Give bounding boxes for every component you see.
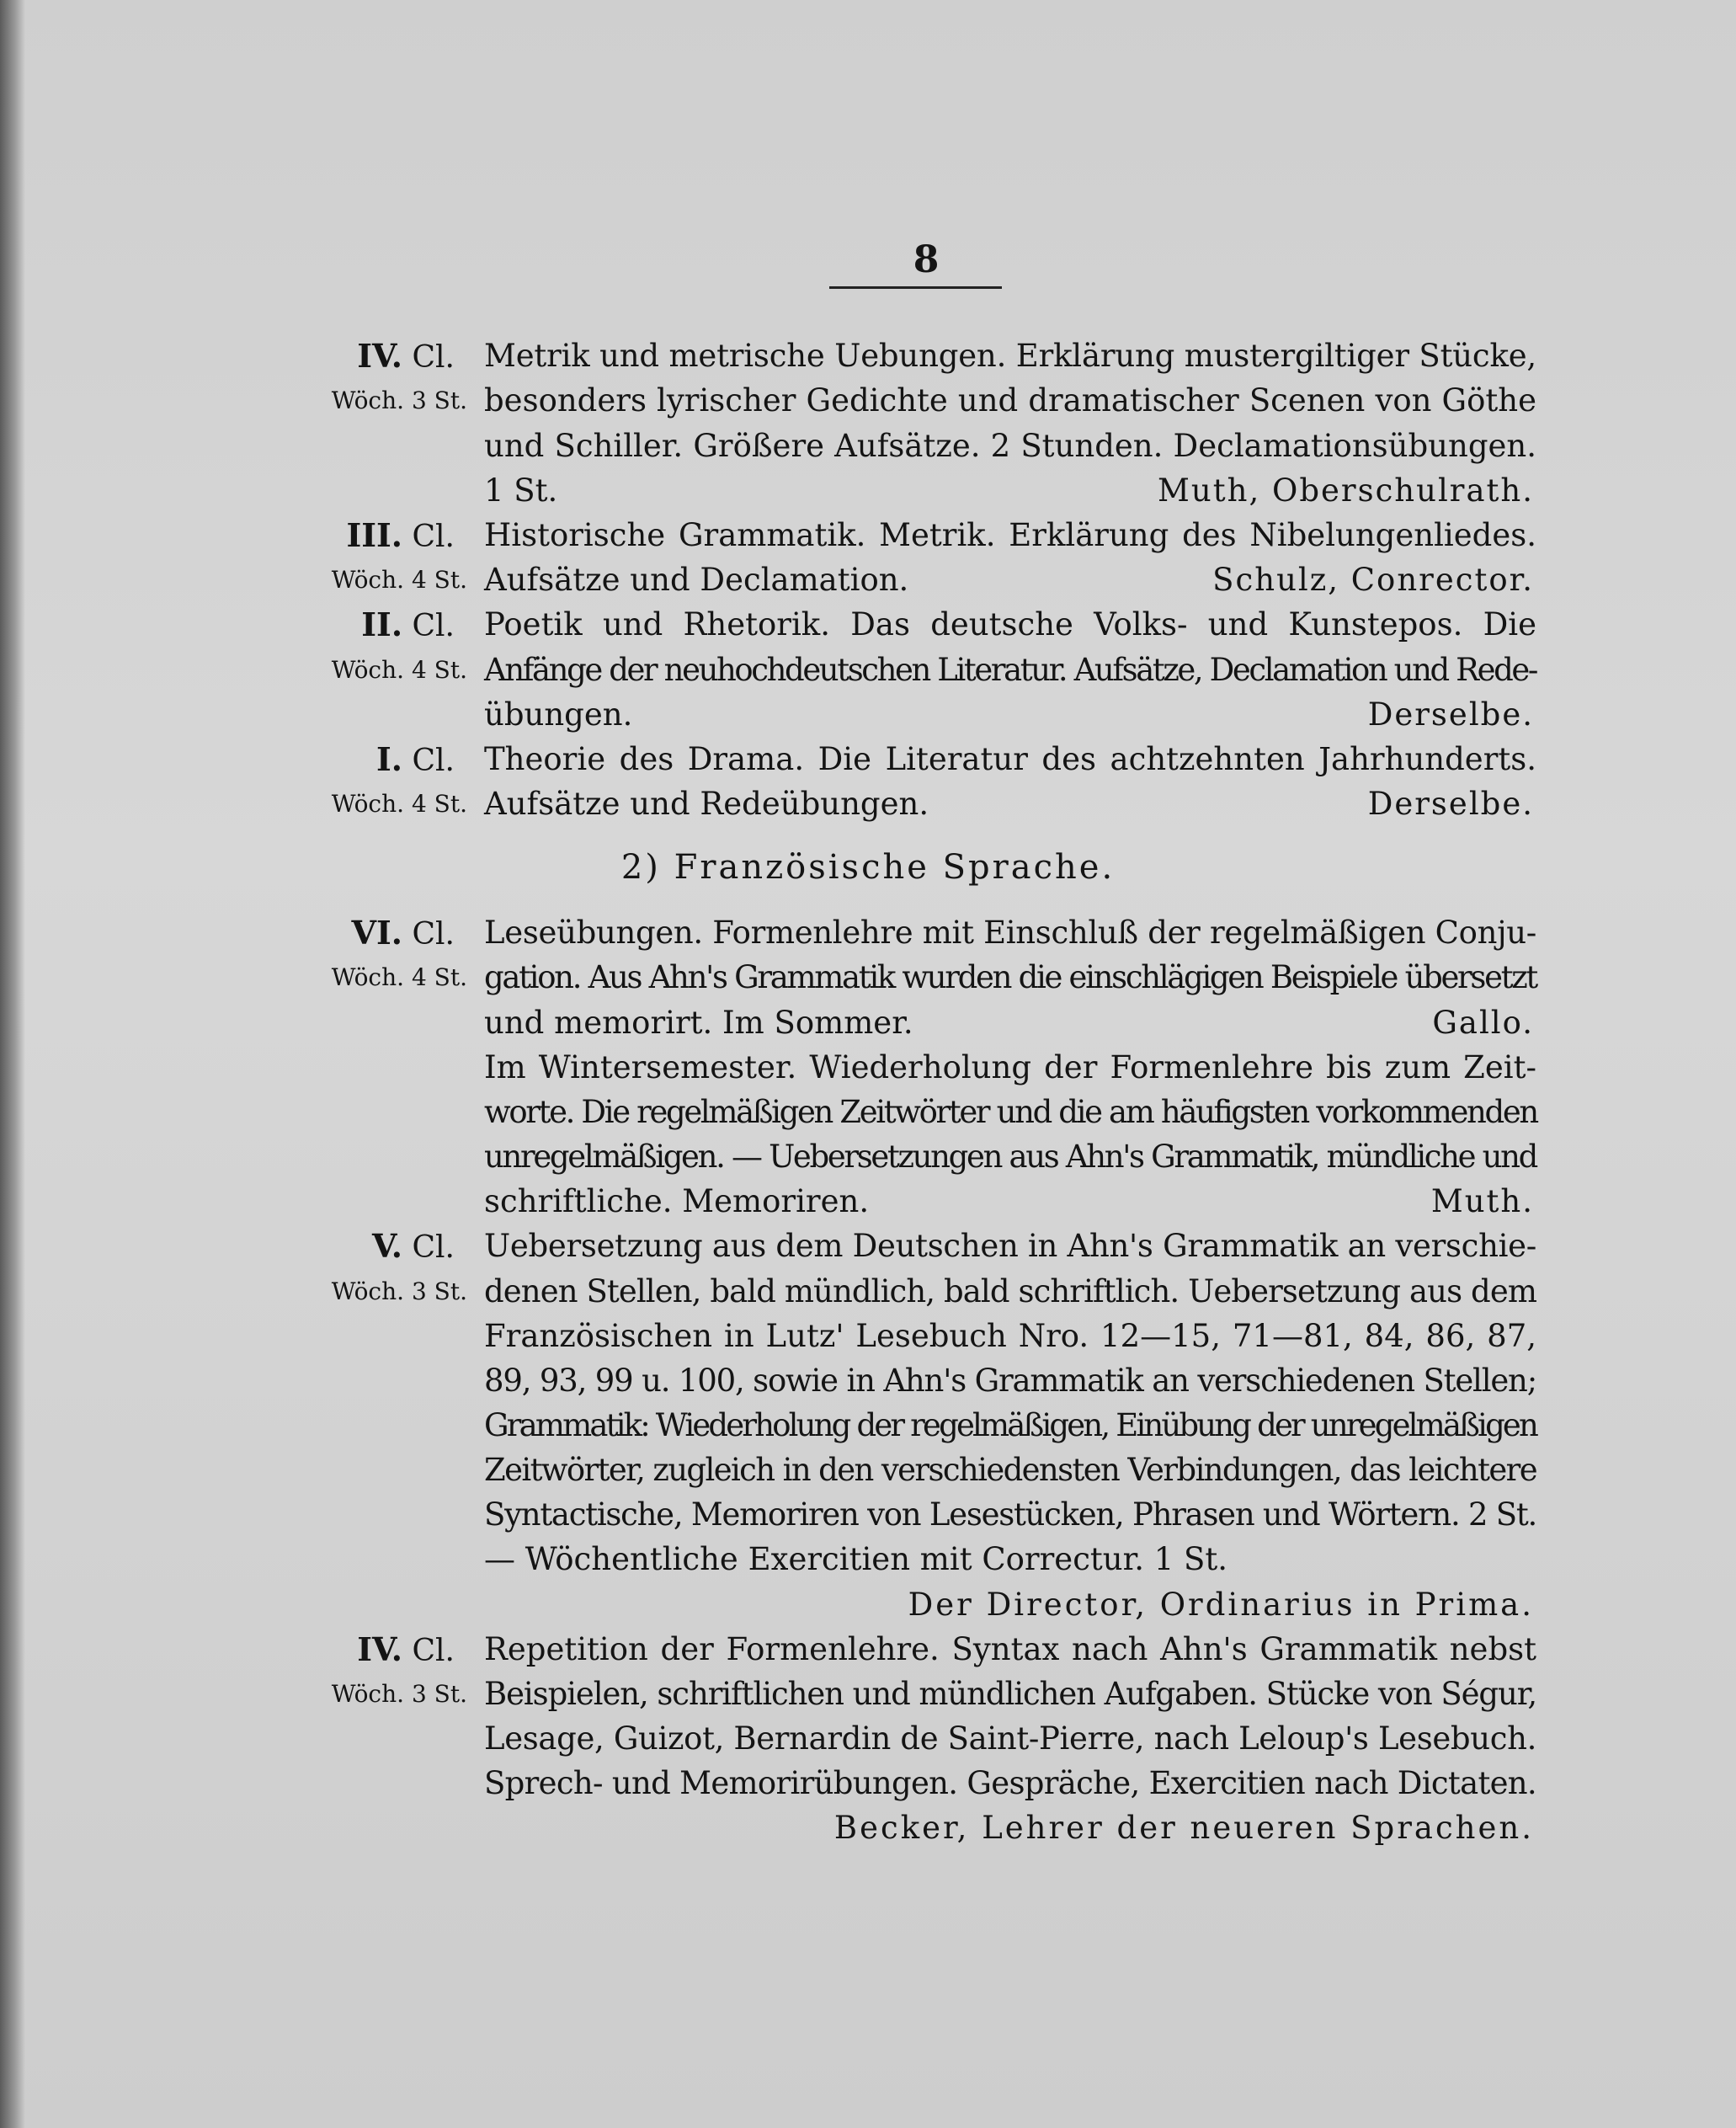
line-text: und Schiller. Größere Aufsätze. 2 Stunden. Declamationsübungen. (484, 428, 1536, 464)
text-line (0, 512, 1736, 558)
class-label (253, 1223, 455, 1271)
class-number: II. (361, 605, 403, 643)
text-line (0, 781, 1736, 827)
line-text: gation. Aus Ahn's Grammatik wurden die einschlägigen Beispiele übersetzt (484, 959, 1536, 995)
text-line (0, 423, 1736, 469)
teacher-name: Muth. (1430, 1183, 1534, 1219)
page-number: 8 (913, 238, 940, 281)
line-text: denen Stellen, bald mündlich, bald schriftlich. Uebersetzung aus dem (484, 1273, 1536, 1309)
text-line (0, 1715, 1736, 1762)
text-line (0, 1805, 1736, 1851)
class-suffix: Cl. (402, 520, 455, 554)
line-text: Aufsätze und Redeübungen. (484, 786, 929, 822)
class-number: IV. (357, 1630, 403, 1668)
text-line (0, 1402, 1736, 1448)
text-line (0, 1447, 1736, 1493)
text-line (0, 333, 1736, 379)
weekly-hours: Wöch. 4 St. (331, 790, 467, 818)
class-number: VI. (351, 914, 403, 952)
text-line (0, 1671, 1736, 1717)
weekly-hours: Wöch. 3 St. (331, 1277, 467, 1305)
weekly-hours: Wöch. 3 St. (331, 1680, 467, 1708)
class-number: V. (371, 1227, 403, 1265)
teacher-name: Muth, Oberschulrath. (1158, 472, 1534, 509)
text-line (0, 1536, 1736, 1582)
class-suffix: Cl. (402, 744, 455, 778)
text-line (0, 909, 1736, 956)
teacher-name: Derselbe. (1367, 696, 1534, 733)
class-suffix: Cl. (402, 609, 455, 643)
line-text: übungen. (484, 696, 633, 733)
text-line (0, 1357, 1736, 1404)
text-line (0, 647, 1736, 693)
line-text: worte. Die regelmäßigen Zeitwörter und die am häufigsten vorkommenden (484, 1094, 1537, 1130)
text-line (0, 601, 1736, 648)
line-text: Theorie des Drama. Die Literatur des achtzehnten Jahrhunderts. (484, 741, 1536, 777)
class-suffix: Cl. (402, 340, 455, 375)
line-text: 89, 93, 99 u. 100, sowie in Ahn's Grammatik an verschiedenen Stellen; (484, 1363, 1536, 1399)
line-text: Poetik und Rhetorik. Das deutsche Volks- und Kunstepos. Die (484, 606, 1536, 643)
text-line (0, 467, 1736, 514)
text-line (0, 1000, 1736, 1046)
line-text: Grammatik: Wiederholung der regelmäßigen, Einübung der unregelmäßigen (484, 1407, 1536, 1443)
text-line (0, 1178, 1736, 1224)
text-line (0, 1223, 1736, 1269)
text-line (0, 1044, 1736, 1091)
section-heading: 2) Französische Sprache. (620, 848, 1116, 887)
class-label (253, 736, 455, 784)
line-text: Sprech- und Memorirübungen. Gespräche, Exercitien nach Dictaten. (484, 1765, 1536, 1801)
line-text: 1 St. (484, 472, 558, 509)
line-text: Syntactische, Memoriren von Lesestücken, Phrasen und Wörtern. 2 St. (484, 1496, 1536, 1533)
text-line (0, 377, 1736, 424)
text-line (0, 1133, 1736, 1180)
line-text: und memorirt. Im Sommer. (484, 1005, 913, 1041)
text-line (0, 1491, 1736, 1538)
teacher-name: Derselbe. (1367, 786, 1534, 822)
class-suffix: Cl. (402, 1230, 455, 1265)
teacher-name: Becker, Lehrer der neueren Sprachen. (833, 1810, 1534, 1846)
class-label (253, 601, 455, 649)
teacher-name: Der Director, Ordinarius in Prima. (908, 1587, 1534, 1623)
text-line (0, 736, 1736, 782)
class-label (253, 333, 455, 381)
line-text: Repetition der Formenlehre. Syntax nach Ahn's Grammatik nebst (484, 1631, 1536, 1667)
class-number: III. (346, 516, 403, 554)
line-text: Uebersetzung aus dem Deutschen in Ahn's Grammatik an verschie- (484, 1228, 1536, 1264)
line-text: Beispielen, schriftlichen und mündlichen Aufgaben. Stücke von Ségur, (484, 1676, 1536, 1712)
line-text: Historische Grammatik. Metrik. Erklärung des Nibelungenliedes. (484, 517, 1536, 553)
line-text: schriftliche. Memoriren. (484, 1183, 870, 1219)
text-line (0, 1313, 1736, 1359)
text-line (0, 1581, 1736, 1628)
weekly-hours: Wöch. 4 St. (331, 656, 467, 684)
line-text: Aufsätze und Declamation. (484, 562, 909, 598)
text-line (0, 1760, 1736, 1806)
class-label (253, 512, 455, 560)
text-line (0, 954, 1736, 1000)
text-line (0, 557, 1736, 603)
weekly-hours: Wöch. 4 St. (331, 963, 467, 991)
teacher-name: Schulz, Conrector. (1212, 562, 1534, 598)
page-number-rule (829, 286, 1002, 289)
class-number: I. (376, 740, 403, 778)
class-label (253, 1626, 455, 1674)
class-suffix: Cl. (402, 1634, 455, 1668)
class-label (253, 909, 455, 957)
text-line (0, 1089, 1736, 1135)
weekly-hours: Wöch. 4 St. (331, 566, 467, 594)
weekly-hours: Wöch. 3 St. (331, 387, 467, 414)
line-text: Lesage, Guizot, Bernardin de Saint-Pierre, nach Leloup's Lesebuch. (484, 1720, 1536, 1757)
text-line (0, 691, 1736, 738)
class-number: IV. (357, 337, 403, 375)
line-text: besonders lyrischer Gedichte und dramatischer Scenen von Göthe (484, 382, 1536, 419)
teacher-name: Gallo. (1432, 1005, 1534, 1041)
line-text: Im Wintersemester. Wiederholung der Formenlehre bis zum Zeit- (484, 1049, 1536, 1085)
line-text: Leseübungen. Formenlehre mit Einschluß der regelmäßigen Conju- (484, 915, 1536, 951)
line-text: Französischen in Lutz' Lesebuch Nro. 12—15, 71—81, 84, 86, 87, (484, 1318, 1536, 1354)
line-text: Zeitwörter, zugleich in den verschiedensten Verbindungen, das leichtere (484, 1452, 1536, 1488)
text-line (0, 1626, 1736, 1672)
line-text: — Wöchentliche Exercitien mit Correctur. 1 St. (484, 1541, 1228, 1577)
line-text: unregelmäßigen. — Uebersetzungen aus Ahn's Grammatik, mündliche und (484, 1139, 1536, 1175)
line-text: Anfänge der neuhochdeutschen Literatur. Aufsätze, Declamation und Rede- (484, 652, 1536, 688)
class-suffix: Cl. (402, 917, 455, 952)
text-line (0, 1268, 1736, 1315)
line-text: Metrik und metrische Uebungen. Erklärung mustergiltiger Stücke, (484, 338, 1537, 374)
